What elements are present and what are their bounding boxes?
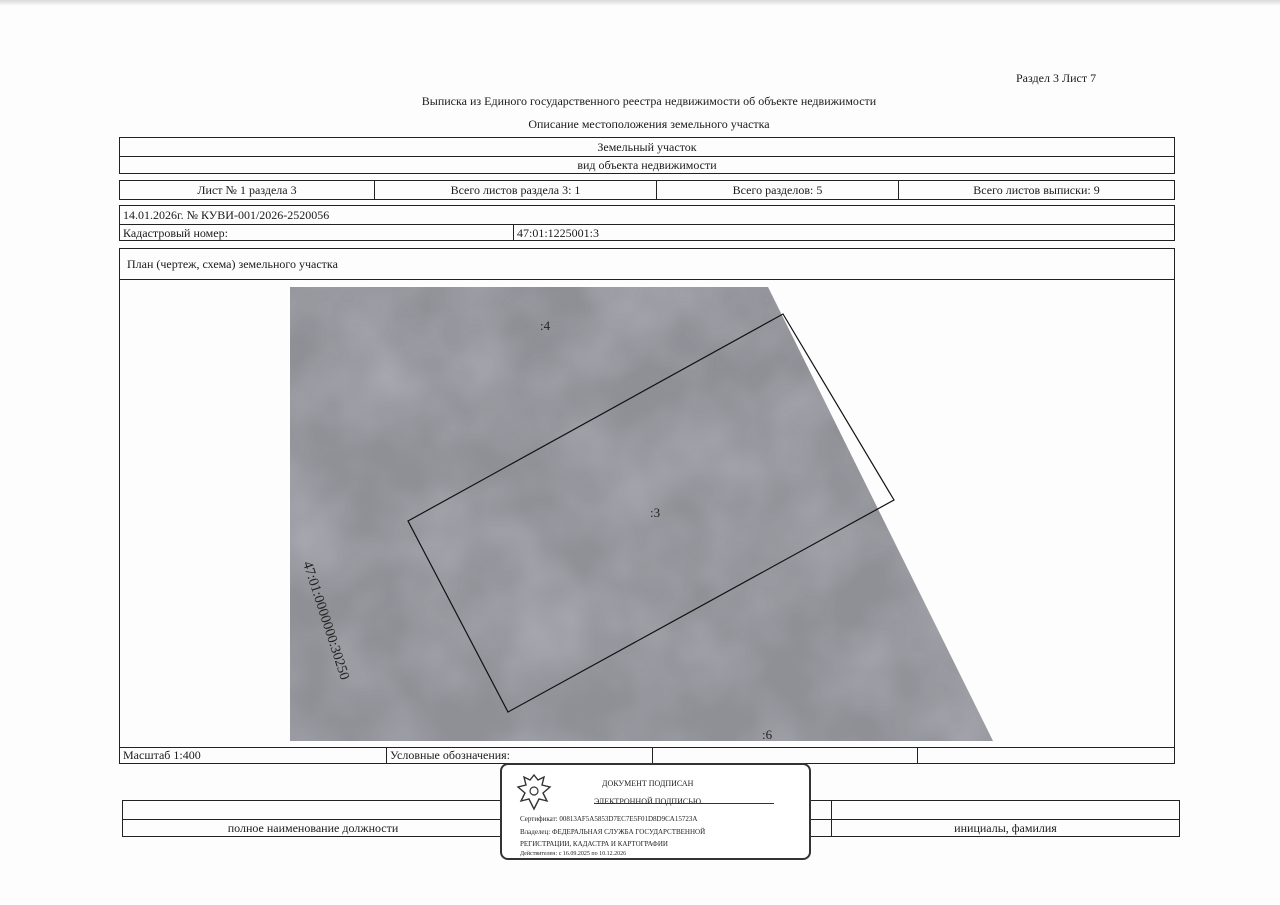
stamp-validity: Действителен: с 16.09.2025 по 10.12.2026 — [520, 851, 627, 857]
name-caption: инициалы, фамилия — [954, 821, 1057, 835]
total-sheets: Всего листов выписки: 9 — [973, 182, 1100, 197]
legend-label: Условные обозначения: — [390, 748, 511, 762]
position-caption: полное наименование должности — [227, 821, 399, 835]
cadastral-label: Кадастровый номер: — [123, 225, 228, 240]
section-sheets-count: Всего листов раздела 3: 1 — [450, 182, 581, 197]
request-number: 14.01.2026г. № КУВИ-001/2026-2520056 — [123, 207, 330, 222]
cadastral-number: 47:01:1225001:3 — [517, 225, 600, 240]
stamp-certificate: Сертификат: 00813AF5A5853D7EC7E5F01D8D9CA15723A — [520, 815, 698, 823]
coat-of-arms-icon — [514, 771, 554, 815]
divider — [652, 748, 653, 763]
document-title: Выписка из Единого государственного реестра недвижимости об объекте недвижимости — [421, 94, 877, 108]
stamp-line-2: ЭЛЕКТРОННОЙ ПОДПИСЬЮ — [594, 797, 702, 806]
object-type-caption: вид объекта недвижимости — [577, 158, 717, 172]
neighbor-label-side: 47:01:0000000:30250 — [299, 559, 352, 682]
document-subtitle: Описание местоположения земельного участка — [528, 117, 770, 131]
stamp-underline — [594, 803, 774, 804]
parcel-label: :3 — [650, 505, 661, 520]
object-type: Земельный участок — [597, 139, 697, 154]
stamp-owner: Владелец: ФЕДЕРАЛЬНАЯ СЛУЖБА ГОСУДАРСТВЕННОЙ — [520, 828, 706, 836]
total-sections: Всего разделов: 5 — [732, 182, 823, 197]
divider — [917, 748, 918, 763]
sheet-number: Лист № 1 раздела 3 — [197, 182, 297, 197]
section-sheet-label: Раздел 3 Лист 7 — [1016, 71, 1097, 85]
neighbor-label-top: :4 — [540, 318, 551, 333]
scale-label: Масштаб 1:400 — [123, 748, 201, 762]
stamp-line-1: ДОКУМЕНТ ПОДПИСАН — [602, 779, 694, 788]
plan-title: План (чертеж, схема) земельного участка — [127, 256, 338, 271]
legend-row — [119, 747, 1175, 764]
neighbor-label-bottom: :6 — [762, 727, 773, 742]
electronic-signature-stamp — [500, 763, 811, 860]
orthophoto-texture — [290, 287, 1000, 741]
stamp-owner-cont: РЕГИСТРАЦИИ, КАДАСТРА И КАРТОГРАФИИ — [520, 840, 668, 848]
